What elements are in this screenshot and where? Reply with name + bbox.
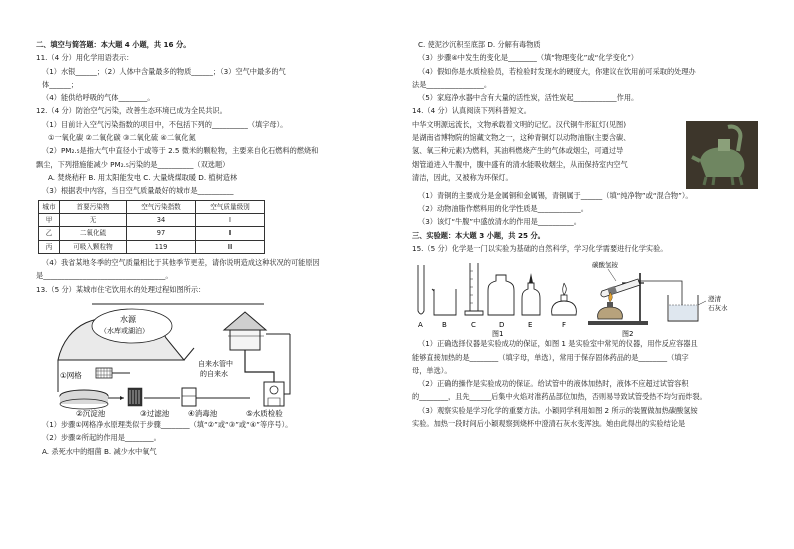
diagram-step3-label: ③过滤池 xyxy=(140,409,170,419)
table-cell: 可吸入颗粒物 xyxy=(60,240,127,253)
table-cell: 二氧化硫 xyxy=(60,227,127,240)
diagram-step5-label: ⑤水质检验 xyxy=(246,409,283,419)
q15-part3a: （3）观察实验是学习化学的重要方法。小颖同学利用如图 2 所示的装置做加热碳酸氢铵 xyxy=(418,405,698,415)
table-cell: 119 xyxy=(127,240,196,253)
diagram-step1-label: ①网格 xyxy=(60,371,82,381)
q12-part4b: 是__________________________________。 xyxy=(36,271,173,281)
table-header-cell: 城市 xyxy=(39,200,60,213)
q13-part2-options: A. 杀死水中的细菌 B. 减少水中氧气 xyxy=(42,446,157,456)
q14-text-line: 是湖南省博物院的馆藏文物之一，这种青铜灯以动物油脂(主要含碳、 xyxy=(412,133,631,143)
table-cell: 甲 xyxy=(39,213,60,226)
diagram-tap-label-2: 的自来水 xyxy=(200,370,228,379)
apparatus-letter-f: F xyxy=(562,321,567,330)
q14-part2: （2）动物油脂作燃料用的化学性质是____________。 xyxy=(418,204,588,214)
apparatus-letter-c: C xyxy=(471,321,476,330)
table-row xyxy=(39,213,265,226)
q15-part3b: 实验。加热一段时间后小颖观察到烧杯中澄清石灰水变浑浊。她由此得出的实验结论是 xyxy=(412,419,686,429)
diagram-source-label: 水源 xyxy=(120,315,136,325)
apparatus-letter-d: D xyxy=(499,321,505,330)
table-cell: 97 xyxy=(127,227,196,240)
q12-part2-options: A. 焚烧秸秆 B. 用太阳能发电 C. 大量烧煤取暖 D. 植树造林 xyxy=(48,172,238,182)
apparatus-letter-b: B xyxy=(442,321,447,330)
section-3-heading: 三、实验题：本大题 3 小题，共 25 分。 xyxy=(412,230,545,240)
q11-line1: （1）水银______；（2）人体中含量最多的物质______；（3）空气中最多的气 xyxy=(42,66,286,76)
q13-title: 13.（5 分）某城市住宅饮用水的处理过程如图所示： xyxy=(36,284,206,294)
figure-2-caption: 图2 xyxy=(622,330,634,338)
lab-apparatus-figures xyxy=(412,259,768,337)
q14-part1: （1）青铜的主要成分是金属铜和金属锡，青铜属于______（填“纯净物”或“混合物”）。 xyxy=(418,190,693,200)
q12-part1-options: ①一氧化碳 ②二氧化碳 ③二氧化硫 ④二氧化氮 xyxy=(48,133,196,143)
bronze-ox-lamp-photo xyxy=(686,121,758,189)
q13-part2: （2）步骤②所起的作用是________。 xyxy=(42,433,161,443)
apparatus-letter-a: A xyxy=(418,321,423,330)
q14-text-line: 氢、氧三种元素)为燃料，其油料燃烧产生的气体或烟尘，可通过导 xyxy=(412,146,624,156)
table-row xyxy=(39,240,265,253)
q14-text-line: 烟管道进入牛腹中，腹中盛有的清水能吸收烟尘，从而保持室内空气 xyxy=(412,159,628,169)
diagram-step4-label: ④消毒池 xyxy=(188,409,218,419)
table-header-cell: 空气质量级别 xyxy=(196,200,265,213)
q14-title: 14.（4 分）认真阅读下列科普短文。 xyxy=(412,106,531,116)
q15-title: 15.（5 分）化学是一门以实验为基础的自然科学，学习化学需要进行化学实验。 xyxy=(412,243,668,253)
section-2-heading: 二、填空与简答题：本大题 4 小题，共 16 分。 xyxy=(36,40,191,49)
left-column xyxy=(36,38,401,458)
limewater-label-1: 澄清 xyxy=(708,295,721,304)
table-cell: Ⅰ xyxy=(196,213,265,226)
q14-text-line: 清洁，因此，又被称为环保灯。 xyxy=(412,172,513,182)
table-header-cell: 空气污染指数 xyxy=(127,200,196,213)
figure-1-caption: 图1 xyxy=(492,330,504,338)
q12-part3: （3）根据表中内容，当日空气质量最好的城市是__________ xyxy=(42,186,234,196)
q14-text-line: 中华文明源远流长，文物承载着文明的记忆。汉代铜牛形缸灯(见图) xyxy=(412,119,627,129)
ammonium-bicarbonate-label: 碳酸氢铵 xyxy=(592,261,618,270)
table-header-cell: 首要污染物 xyxy=(60,200,127,213)
right-column xyxy=(412,38,768,430)
limewater-label-2: 石灰水 xyxy=(708,304,728,313)
q15-part1b: 能够直接加热的是________（填字母，单选），常用于保存固体药品的是________（填字 xyxy=(412,352,689,362)
q14-passage xyxy=(412,118,768,189)
q13-part4b: 法是________________。 xyxy=(412,79,492,89)
q13-part3: （3）步骤④中发生的变化是________（填“物理变化”或“化学变化”） xyxy=(418,53,638,63)
water-treatment-diagram xyxy=(54,298,316,418)
table-cell: Ⅱ xyxy=(196,227,265,240)
q13-part5: （5）家庭净水器中含有大量的活性炭，活性炭起____________作用。 xyxy=(418,93,639,103)
q11-line3: （4）能供给呼吸的气体________。 xyxy=(42,93,155,103)
q15-part1c: 母，单选）。 xyxy=(412,365,452,375)
apparatus-letter-e: E xyxy=(528,321,533,330)
q12-title: 12.（4 分）防治空气污染，改善生态环境已成为全民共识。 xyxy=(36,106,227,116)
q13-part1: （1）步骤①网格净水原理类似于步骤________（填“②”或“③”或“④”等序号）。 xyxy=(42,420,293,430)
table-cell: 乙 xyxy=(39,227,60,240)
diagram-tap-label: 自来水管中 xyxy=(198,360,233,369)
q11-line2: 体______； xyxy=(42,79,78,89)
q12-part1: （1）目前计入空气污染指数的项目中，不包括下列的__________（填字母）。 xyxy=(42,119,288,129)
q14-part3: （3）该灯“牛腹”中盛放清水的作用是__________。 xyxy=(418,217,581,227)
diagram-source-sublabel: （水库或湖泊） xyxy=(100,327,149,336)
q15-part2a: （2）正确的操作是实验成功的保证。给试管中的液体加热时，液体不应超过试管容积 xyxy=(418,379,689,389)
q15-part2b: 的________，且先______后集中火焰对准药品部位加热，否则易导致试管受热不均匀而炸裂。 xyxy=(412,392,707,402)
q11-title: 11.（4 分）用化学用语表示： xyxy=(36,53,134,63)
q13-part4a: （4）假如你是水质检验员，若检验时发现水的硬度大，你建议在饮用前可采取的处理办 xyxy=(418,66,696,76)
q12-part2b: 飘尘，下列措施能减少 PM₂.₅污染的是__________（双选题） xyxy=(36,159,230,169)
table-cell: Ⅲ xyxy=(196,240,265,253)
table-header-row xyxy=(39,200,265,213)
q12-part2a: （2）PM₂.₅是指大气中直径小于或等于 2.5 微米的颗粒物，主要来自化石燃料的燃烧和 xyxy=(42,146,319,156)
air-quality-table xyxy=(38,200,265,255)
q12-part4a: （4）我省某地冬季的空气质量相比于其他季节更差，请你说明造成这种状况的可能原因 xyxy=(42,258,320,268)
table-cell: 无 xyxy=(60,213,127,226)
table-row xyxy=(39,227,265,240)
q13-options-cd: C. 使泥沙沉积至底部 D. 分解有毒物质 xyxy=(418,40,541,49)
diagram-step2-label: ②沉淀池 xyxy=(76,409,106,419)
q15-part1a: （1）正确选择仪器是实验成功的保证，如图 1 是实验室中常见的仪器，用作反应容器且 xyxy=(418,339,698,349)
table-cell: 34 xyxy=(127,213,196,226)
table-cell: 丙 xyxy=(39,240,60,253)
